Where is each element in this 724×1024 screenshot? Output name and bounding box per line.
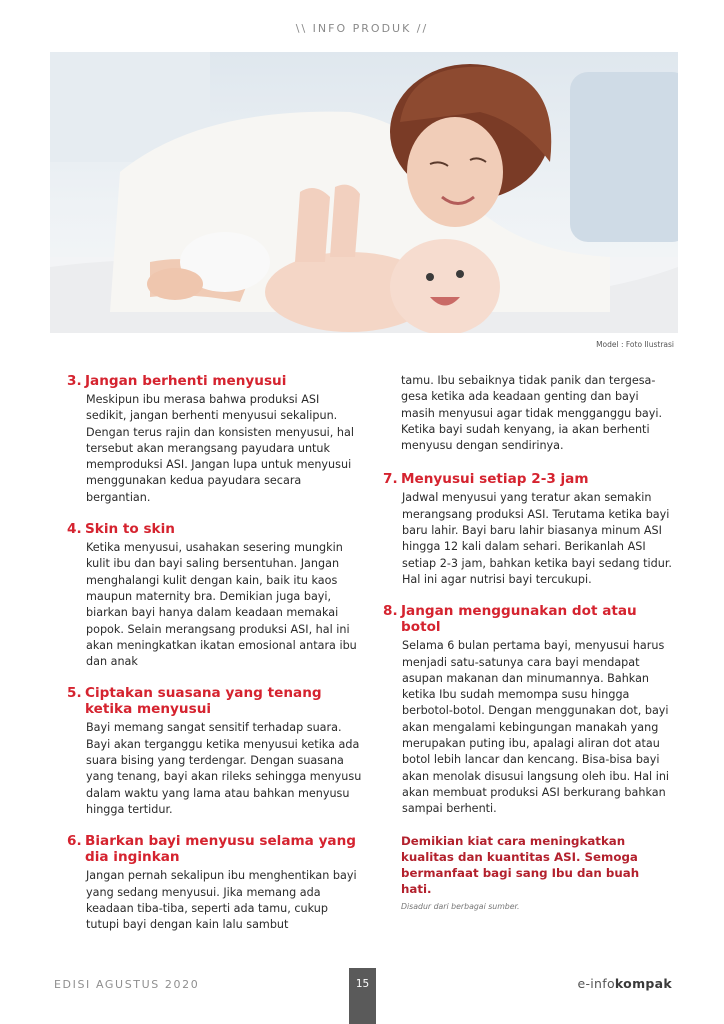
page-number: 15 [349,968,376,1024]
tip-heading: Skin to skin [85,521,175,538]
tip-body: Selama 6 bulan pertama bayi, menyusui harus menjadi satu-satunya cara bayi mendapat asupan makanan dan minumannya. Bahkan ketika Ibu sudah memompa susu hingga berbotol-botol. Dengan menggunakan dot, bayi akan mengalami kebingungan manakah yang merupakan puting ibu, apalagi aliran dot atau botol lebih lancar dan kencang. Bisa-bisa bayi akan menolak disusui langsung oleh ibu. Hal ini akan membuat produksi ASI berkurang bahkan sampai berhenti. [402,639,670,816]
tip-heading: Jangan menggunakan dot atau botol [401,603,637,636]
closing-statement: Demikian kiat cara meningkatkan kualitas dan kuantitas ASI. Semoga bermanfaat bagi sang Ibu dan buah hati. [401,833,640,897]
tip-7 [383,471,673,588]
right-column [383,373,673,911]
tip-title [67,373,363,389]
tip-number: 6. [67,833,82,850]
tip-6 [67,833,363,933]
tip-title [67,833,363,865]
tip-8 [383,603,673,817]
tip-heading: Ciptakan suasana yang tenang ketika menyusui [85,685,322,718]
tip-title [67,685,363,717]
brand-bold: kompak [614,976,672,991]
tip-3 [67,373,363,506]
tip-title [383,603,673,635]
photo-caption: Model : Foto Ilustrasi [596,340,674,349]
tip-heading: Biarkan bayi menyusu selama yang dia inginkan [85,833,357,866]
tip-body: Meskipun ibu merasa bahwa produksi ASI sedikit, jangan berhenti menyusui sekalipun. Dengan terus rajin dan konsisten menyusui, hal tersebut akan merangsang payudara untuk memproduksi ASI. Jangan lupa untuk menyusui menggunakan kedua payudara secara bergantian. [86,393,354,504]
brand-logo [577,976,672,991]
tip-heading: Jangan berhenti menyusui [85,373,287,389]
tip-title [67,521,363,537]
tip-number: 5. [67,685,82,702]
edition-label: EDISI AGUSTUS 2020 [54,978,200,991]
tip-body: Jangan pernah sekalipun ibu menghentikan bayi yang sedang menyusui. Jika memang ada keadaan tiba-tiba, seperti ada tamu, cukup tutupi bayi dengan kain lalu sambut [86,869,357,932]
tip-body: Jadwal menyusui yang teratur akan semakin merangsang produksi ASI. Terutama ketika bayi baru lahir. Bayi baru lahir biasanya minum ASI hingga 12 kali dalam sehari. Berikanlah ASI setiap 2-3 jam, bahkan ketika bayi sedang tidur. Hal ini agar nutrisi bayi tercukupi. [402,491,672,586]
hero-photo [50,52,678,333]
tip-body: Ketika menyusui, usahakan sesering mungkin kulit ibu dan bayi saling bersentuhan. Jangan menghalangi kulit dengan kain, baik itu kaos maupun maternity bra. Demikian juga bayi, biarkan bayi hanya dalam keadaan memakai popok. Selain merangsang produksi ASI, hal ini akan meningkatkan ikatan emosional antara ibu dan anak [86,541,357,669]
left-column [67,373,363,948]
tip-body: Bayi memang sangat sensitif terhadap suara. Bayi akan terganggu ketika menyusui ketika ada suara bising yang terdengar. Dengan suasana yang tenang, bayi akan rileks sehingga menyusu dalam waktu yang lama atau bahkan menyusu hingga tertidur. [86,721,362,816]
tip-heading: Menyusui setiap 2-3 jam [401,471,589,488]
tip-6-continuation: tamu. Ibu sebaiknya tidak panik dan tergesa-gesa ketika ada keadaan genting dan bayi masih menyusui agar tidak mengganggu bayi. Ketika bayi sudah kenyang, ia akan berhenti menyusu dengan sendirinya. [401,374,663,453]
tip-number: 3. [67,373,82,389]
source-note: Disadur dari berbagai sumber. [401,902,520,912]
tip-title [383,471,673,487]
tip-5 [67,685,363,818]
section-header: \\ INFO PRODUK // [295,22,429,35]
mother-baby-illustration [50,52,678,333]
tip-number: 7. [383,471,398,488]
tip-4 [67,521,363,670]
brand-prefix: e-info [577,976,615,991]
tip-number: 8. [383,603,398,620]
tip-number: 4. [67,521,82,538]
